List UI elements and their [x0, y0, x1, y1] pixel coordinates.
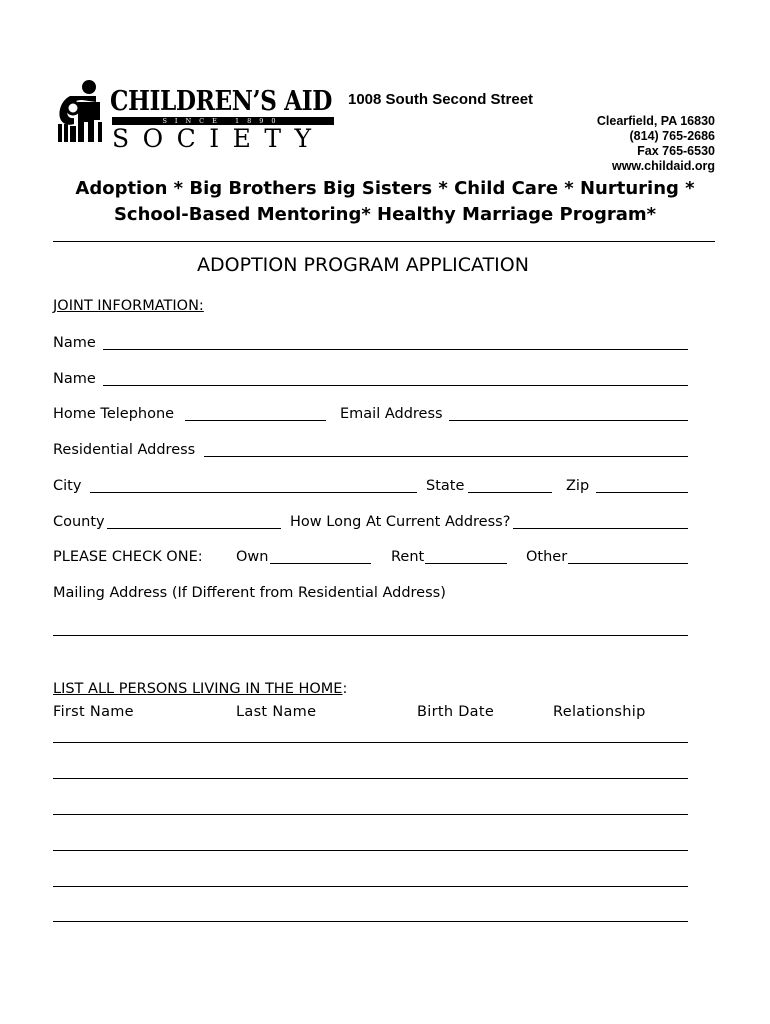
persons-heading-colon: : [342, 681, 348, 697]
persons-heading-text: LIST ALL PERSONS LIVING IN THE HOME [53, 681, 343, 697]
column-relationship: Relationship [553, 704, 646, 720]
home-telephone-label: Home Telephone [53, 406, 175, 422]
own-label: Own [236, 549, 269, 565]
column-first-name: First Name [53, 704, 134, 720]
county-label: County [53, 514, 105, 530]
zip-field[interactable] [596, 492, 688, 493]
column-last-name: Last Name [236, 704, 317, 720]
org-since: SINCE 1890 [162, 117, 284, 125]
org-name: CHILDREN’S AID [110, 86, 332, 117]
fax-number: Fax 765-6530 [637, 144, 715, 158]
rent-field[interactable] [425, 563, 507, 564]
person-row-line[interactable] [53, 886, 688, 887]
how-long-field[interactable] [513, 528, 688, 529]
phone-number: (814) 765-2686 [629, 129, 715, 143]
zip-label: Zip [566, 478, 590, 494]
person-row-line[interactable] [53, 921, 688, 922]
own-field[interactable] [270, 563, 371, 564]
other-field[interactable] [568, 563, 688, 564]
county-field[interactable] [107, 528, 281, 529]
city-field[interactable] [90, 492, 417, 493]
joint-information-heading: JOINT INFORMATION: [53, 298, 204, 314]
state-field[interactable] [468, 492, 552, 493]
name-field-2[interactable] [103, 385, 688, 386]
city-label: City [53, 478, 82, 494]
person-row-line[interactable] [53, 778, 688, 779]
person-row-line[interactable] [53, 850, 688, 851]
rent-label: Rent [391, 549, 425, 565]
city-state-zip: Clearfield, PA 16830 [596, 114, 715, 128]
home-telephone-field[interactable] [185, 420, 326, 421]
childrens-aid-logo-icon [56, 78, 104, 144]
org-society: SOCIETY [112, 124, 325, 153]
mailing-address-field[interactable] [53, 635, 688, 636]
persons-heading [53, 680, 347, 698]
website: www.childaid.org [611, 159, 715, 173]
header-divider [53, 241, 715, 242]
programs-line-1: Adoption * Big Brothers Big Sisters * Child Care * Nurturing * [75, 178, 695, 199]
name-label-1: Name [53, 335, 96, 351]
street-address: 1008 South Second Street [348, 91, 534, 108]
email-address-label: Email Address [340, 406, 443, 422]
residential-address-field[interactable] [204, 456, 688, 457]
state-label: State [426, 478, 465, 494]
email-address-field[interactable] [449, 420, 688, 421]
name-field-1[interactable] [103, 349, 688, 350]
person-row-line[interactable] [53, 742, 688, 743]
person-row-line[interactable] [53, 814, 688, 815]
how-long-label: How Long At Current Address? [290, 514, 511, 530]
other-label: Other [526, 549, 568, 565]
programs-line-2: School-Based Mentoring* Healthy Marriage Program* [113, 204, 657, 225]
residential-address-label: Residential Address [53, 442, 196, 458]
mailing-address-label: Mailing Address (If Different from Residential Address) [53, 585, 446, 601]
column-birth-date: Birth Date [417, 704, 495, 720]
form-title: ADOPTION PROGRAM APPLICATION [197, 254, 529, 276]
name-label-2: Name [53, 371, 96, 387]
please-check-one-label: PLEASE CHECK ONE: [53, 549, 203, 565]
